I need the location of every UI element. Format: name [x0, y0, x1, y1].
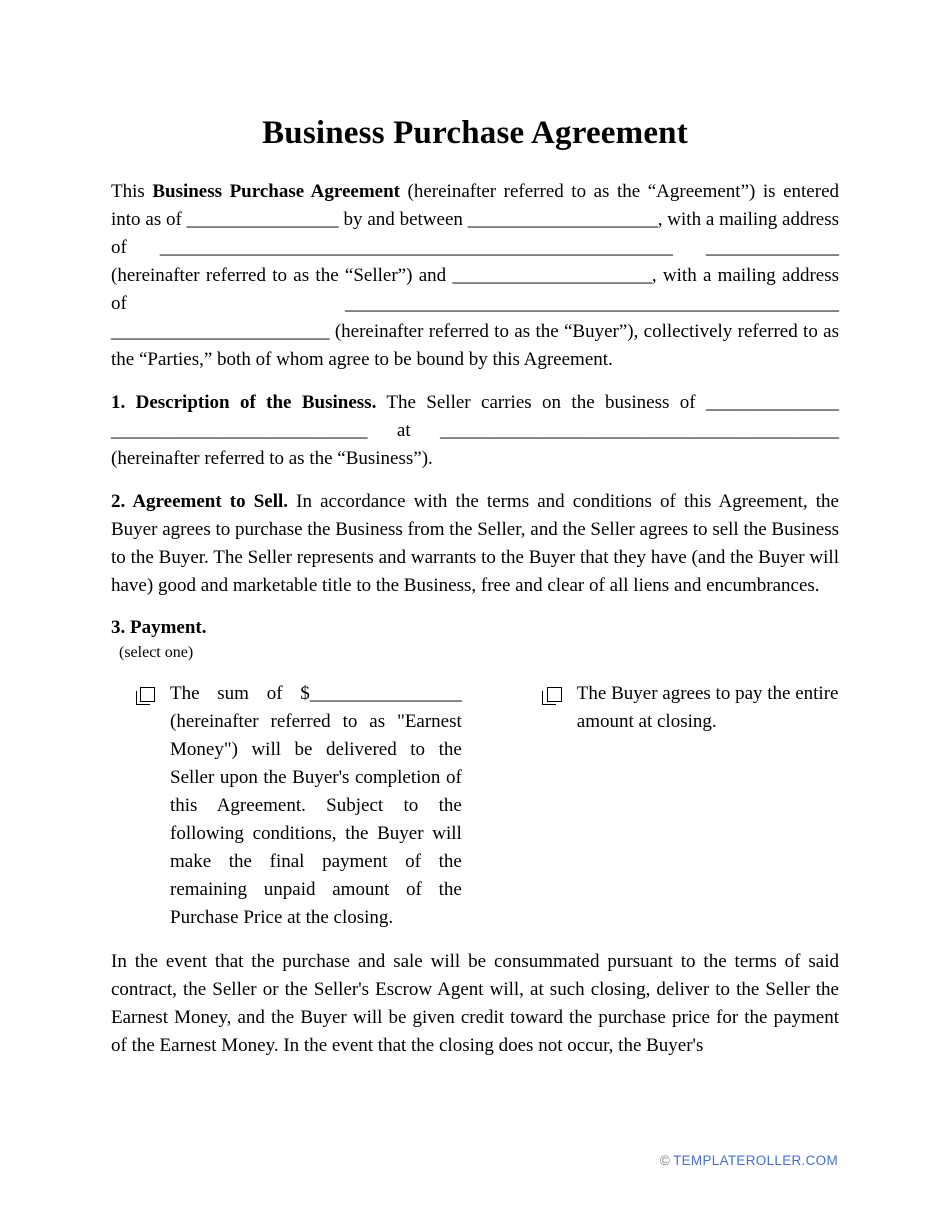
intro-bold-term: Business Purchase Agreement: [152, 181, 400, 202]
payment-option-earnest-money: [140, 680, 462, 932]
section-3-block: [111, 615, 839, 665]
section-2-body: In accordance with the terms and conditions of this Agreement, the Buyer agrees to purchase the Business from the Seller, and the Seller agrees to sell the Business to the Buyer. The Seller represents and warrants to the Buyer that they have (and the Buyer will have) good and marketable title to the Business, free and clear of all liens and encumbrances.: [111, 491, 839, 596]
closing-paragraph: In the event that the purchase and sale will be consummated pursuant to the terms of said contract, the Seller or the Seller's Escrow Agent will, at such closing, deliver to the Seller the Earnest Money, and the Buyer will be given credit toward the purchase price for the payment of the Earnest Money. In the event that the closing does not occur, the Buyer's: [111, 951, 839, 1056]
checkbox-icon-earnest-money[interactable]: [140, 687, 155, 702]
section-2-heading: 2. Agreement to Sell.: [111, 491, 289, 512]
intro-body-text: (hereinafter referred to as the “Agreement”) is entered into as of ________________ by and between ____________________, with a mailing address of ______________________________________________________ ______________ (hereinafter referred to as the “Seller”) and _____________________, with a mailing address of ____________________________________________________ _______________________ (hereinafter referred to as the “Buyer”), collectively referred to as the “Parties,” both of whom agree to be bound by this Agreement.: [111, 181, 840, 370]
select-one-note: (select one): [119, 644, 194, 661]
payment-options: [111, 680, 839, 932]
intro-lead: This: [111, 181, 153, 202]
footer: [660, 1152, 838, 1169]
payment-option-pay-at-closing-text: The Buyer agrees to pay the entire amount at closing.: [576, 683, 839, 732]
intro-paragraph: [111, 178, 839, 374]
page-title: Business Purchase Agreement: [262, 115, 688, 151]
templateroller-link[interactable]: TEMPLATEROLLER.COM: [673, 1153, 838, 1168]
section-1-body: The Seller carries on the business of ______________ ___________________________ at __________________________________________ (hereinafter referred to as the “Business”).: [111, 392, 840, 469]
payment-option-pay-at-closing: [547, 680, 839, 736]
copyright-icon: ©: [659, 1153, 671, 1168]
payment-option-earnest-money-text: The sum of $________________ (hereinafter referred to as "Earnest Money") will be delivered to the Seller upon the Buyer's completion of this Agreement. Subject to the following conditions, the Buyer will make the final payment of the remaining unpaid amount of the Purchase Price at the closing.: [170, 683, 462, 928]
section-1-paragraph: [111, 389, 839, 473]
section-2-paragraph: [111, 488, 839, 600]
section-3-heading: 3. Payment.: [111, 617, 207, 638]
section-1-heading: 1. Description of the Business.: [111, 392, 377, 413]
checkbox-icon-pay-at-closing[interactable]: [547, 687, 562, 702]
